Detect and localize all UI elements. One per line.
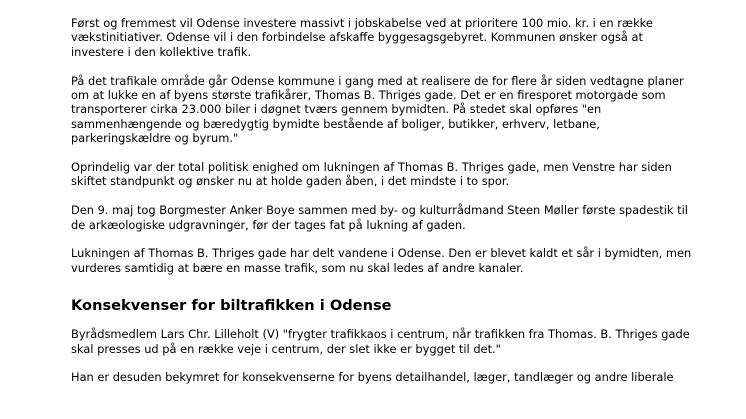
text-line: skiftet standpunkt og ønsker nu at holde gaden åben, i det mindste i to spor.	[71, 174, 510, 189]
text-line: Oprindelig var der total politisk enighed om lukningen af Thomas B. Thriges gade, men Venstre har siden	[71, 160, 672, 175]
text-line: transporterer cirka 23.000 biler i døgnet tværs gennem bymidten. På stedet skal opføres "en	[71, 102, 602, 117]
paragraph-divided-opinion	[71, 246, 706, 275]
text-line: vækstinitiativer. Odense vil i den forbindelse afskaffe byggesagsgebyret. Kommunen ønsker også at	[71, 30, 643, 45]
text-line: de arkæologiske udgravninger, før der tages fat på lukning af gaden.	[71, 217, 466, 232]
text-line: Lukningen af Thomas B. Thriges gade har delt vandene i Odense. Den er blevet kaldt et sår i bymidten, men	[71, 246, 692, 261]
paragraph-political-agreement	[71, 160, 706, 189]
text-line: skal presses ud på en række veje i centrum, der slet ikke er bygget til det."	[71, 341, 501, 356]
text-line: Den 9. maj tog Borgmester Anker Boye sammen med by- og kulturrådmand Steen Møller første spadestik til	[71, 203, 688, 218]
text-line: parkeringskældre og byrum."	[71, 131, 239, 146]
text-line: om at lukke en af byens største trafikårer, Thomas B. Thriges gade. Det er en firesporet motorgade som	[71, 88, 666, 103]
paragraph-investment	[71, 16, 706, 59]
text-line: På det trafikale område går Odense kommune i gang med at realisere de for flere år siden vedtagne planer	[71, 73, 684, 88]
text-line: vurderes samtidig at bære en masse trafik, som nu skal ledes af andre kanaler.	[71, 260, 524, 275]
section-heading: Konsekvenser for biltrafikken i Odense	[71, 297, 392, 315]
text-line: sammenhængende og bæredygtig bymidte bestående af boliger, butikker, erhverv, letbane,	[71, 116, 600, 131]
text-line: Først og fremmest vil Odense investere massivt i jobskabelse ved at prioritere 100 mio. kr. i en række	[71, 16, 653, 30]
paragraph-traffic-plans	[71, 74, 706, 146]
paragraph-retail-concern	[71, 370, 706, 384]
text-line: investere i den kollektive trafik.	[71, 44, 252, 59]
paragraph-first-dig	[71, 203, 706, 232]
text-line: Han er desuden bekymret for konsekvenserne for byens detailhandel, læger, tandlæger og andre liberale	[71, 370, 674, 385]
text-line: Byrådsmedlem Lars Chr. Lilleholt (V) "frygter trafikkaos i centrum, når trafikken fra Thomas. B. Thriges gade	[71, 327, 690, 342]
paragraph-lilleholt-quote	[71, 327, 706, 356]
